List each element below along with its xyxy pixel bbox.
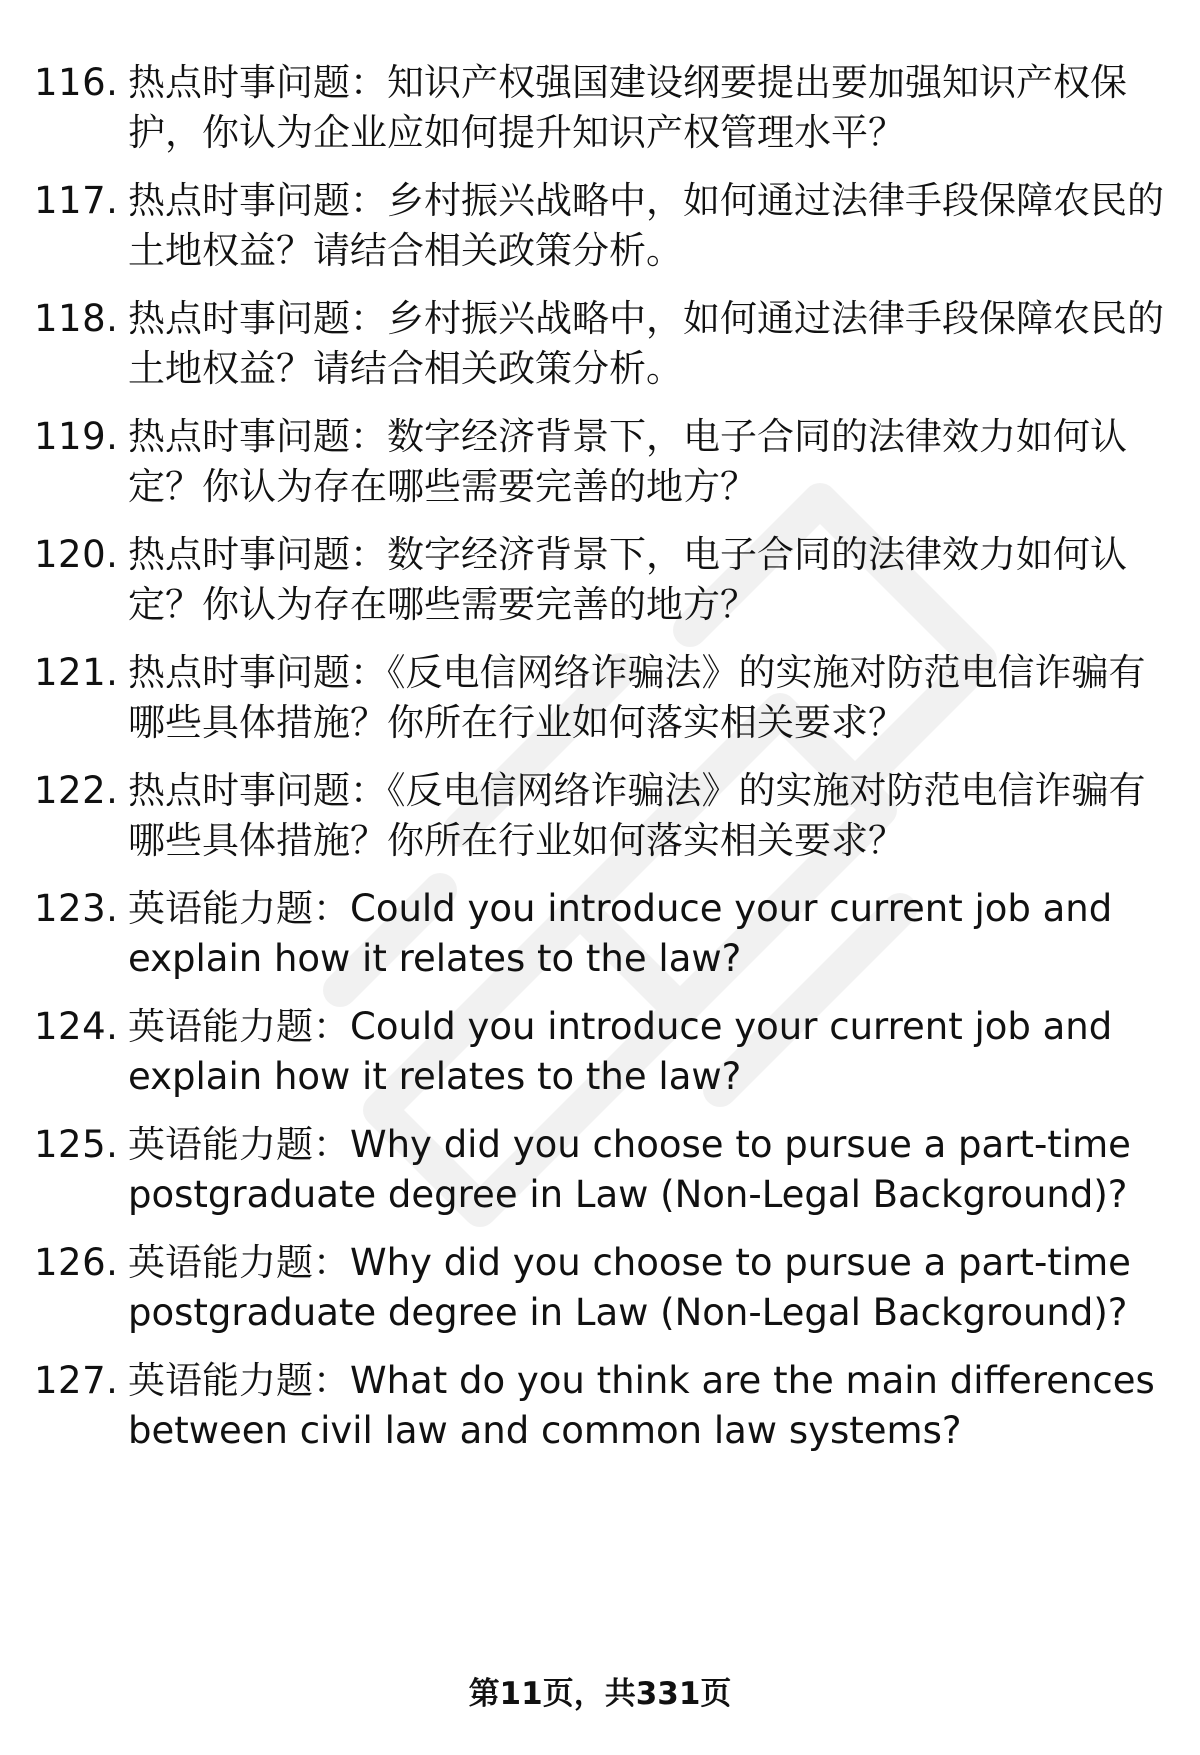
- question-number: 119.: [34, 415, 119, 458]
- question-number: 120.: [34, 533, 119, 576]
- question-text: [128, 176, 1164, 276]
- question-line: 热点时事问题：乡村振兴战略中，如何通过法律手段保障农民的: [128, 297, 1164, 340]
- page-number-footer: 第11页，共331页: [468, 1676, 732, 1712]
- question-text: [128, 1002, 1164, 1102]
- question-line: 哪些具体措施？你所在行业如何落实相关要求？: [128, 819, 905, 862]
- question-text: [128, 530, 1164, 630]
- question-line: 英语能力题：Why did you choose to pursue a part-time: [128, 1241, 1131, 1284]
- question-text: [128, 1238, 1164, 1338]
- question-text: [128, 1120, 1164, 1220]
- question-line: explain how it relates to the law?: [128, 937, 742, 980]
- question-number: 118.: [34, 297, 119, 340]
- question-number: 124.: [34, 1005, 119, 1048]
- question-text: [128, 294, 1164, 394]
- question-item: [34, 1002, 1164, 1112]
- question-line: 定？你认为存在哪些需要完善的地方？: [128, 465, 757, 508]
- question-item: [34, 1238, 1164, 1348]
- question-line: 土地权益？请结合相关政策分析。: [128, 229, 683, 272]
- question-line: 热点时事问题：知识产权强国建设纲要提出要加强知识产权保: [128, 61, 1127, 104]
- question-line: postgraduate degree in Law (Non-Legal Background)?: [128, 1291, 1128, 1334]
- question-line: 英语能力题：What do you think are the main differences: [128, 1359, 1155, 1402]
- question-line: 热点时事问题：数字经济背景下，电子合同的法律效力如何认: [128, 415, 1127, 458]
- question-text: [128, 766, 1164, 866]
- question-number: 122.: [34, 769, 119, 812]
- question-item: [34, 412, 1164, 522]
- question-text: [128, 648, 1164, 748]
- question-item: [34, 1356, 1164, 1466]
- question-number: 125.: [34, 1123, 119, 1166]
- question-line: between civil law and common law systems?: [128, 1409, 962, 1452]
- question-text: [128, 1356, 1164, 1456]
- question-item: [34, 530, 1164, 640]
- question-line: 护，你认为企业应如何提升知识产权管理水平？: [128, 111, 905, 154]
- question-item: [34, 766, 1164, 876]
- question-item: [34, 176, 1164, 286]
- question-line: 英语能力题：Why did you choose to pursue a part-time: [128, 1123, 1131, 1166]
- question-line: explain how it relates to the law?: [128, 1055, 742, 1098]
- question-item: [34, 294, 1164, 404]
- question-line: 热点时事问题：乡村振兴战略中，如何通过法律手段保障农民的: [128, 179, 1164, 222]
- question-line: 热点时事问题：《反电信网络诈骗法》的实施对防范电信诈骗有: [128, 651, 1146, 694]
- question-number: 123.: [34, 887, 119, 930]
- question-item: [34, 58, 1164, 168]
- question-text: [128, 58, 1164, 158]
- question-number: 127.: [34, 1359, 119, 1402]
- question-line: 哪些具体措施？你所在行业如何落实相关要求？: [128, 701, 905, 744]
- question-number: 117.: [34, 179, 119, 222]
- question-item: [34, 648, 1164, 758]
- question-number: 126.: [34, 1241, 119, 1284]
- question-line: 定？你认为存在哪些需要完善的地方？: [128, 583, 757, 626]
- question-line: 热点时事问题：数字经济背景下，电子合同的法律效力如何认: [128, 533, 1127, 576]
- question-item: [34, 884, 1164, 994]
- question-line: 热点时事问题：《反电信网络诈骗法》的实施对防范电信诈骗有: [128, 769, 1146, 812]
- question-item: [34, 1120, 1164, 1230]
- question-number: 116.: [34, 61, 119, 104]
- question-line: 土地权益？请结合相关政策分析。: [128, 347, 683, 390]
- question-number: 121.: [34, 651, 119, 694]
- question-text: [128, 884, 1164, 984]
- question-line: 英语能力题：Could you introduce your current job and: [128, 887, 1113, 930]
- question-text: [128, 412, 1164, 512]
- question-line: postgraduate degree in Law (Non-Legal Background)?: [128, 1173, 1128, 1216]
- question-line: 英语能力题：Could you introduce your current job and: [128, 1005, 1113, 1048]
